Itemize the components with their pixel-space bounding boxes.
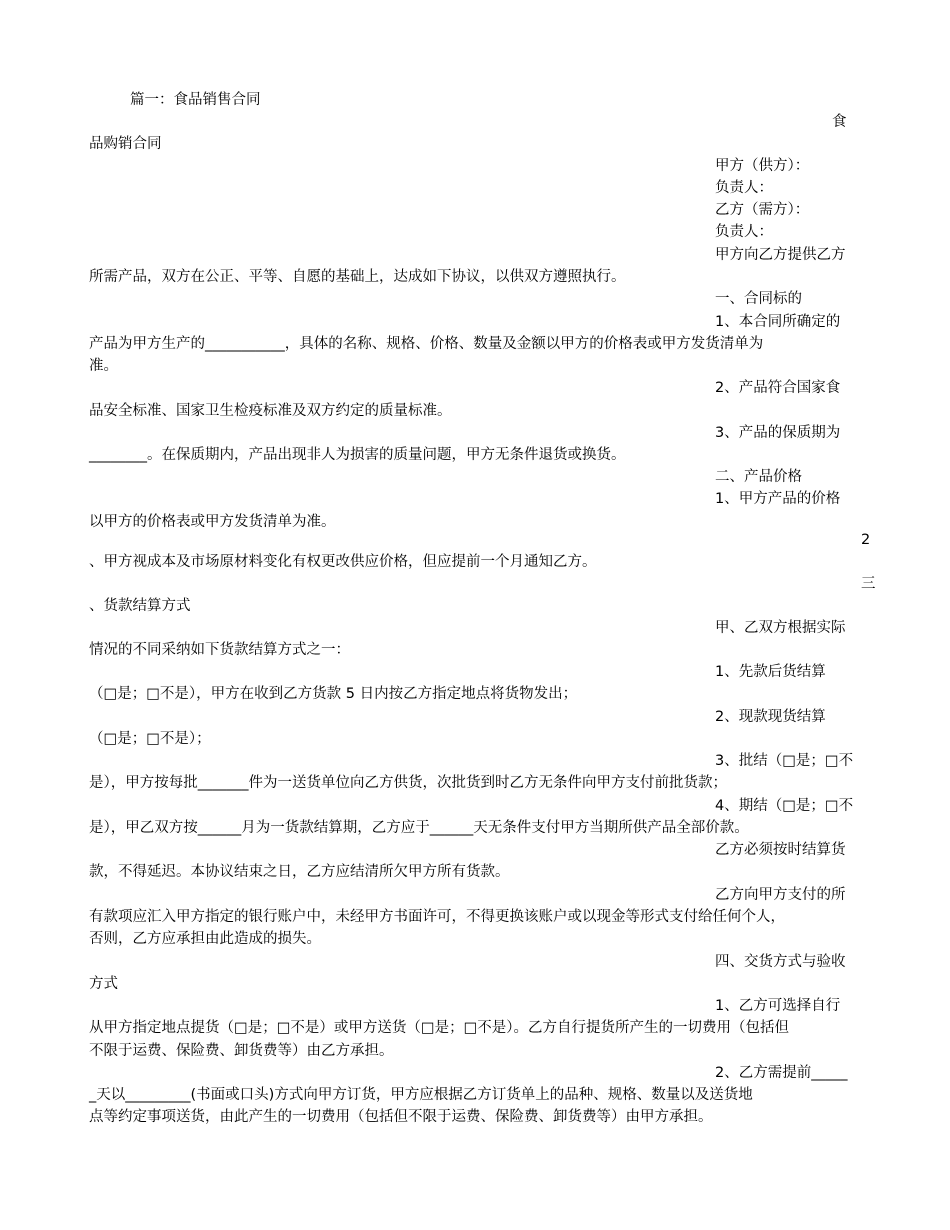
contract-title: 品购销合同 xyxy=(89,136,162,152)
paragraph-line: ________。在保质期内，产品出现非人为损害的质量问题，甲方无条件退货或换货。 xyxy=(89,447,626,463)
paragraph-line: （□是；□不是），甲方在收到乙方货款 5 日内按乙方指定地点将货物发出； xyxy=(89,686,578,702)
paragraph-line: 乙方必须按时结算货 xyxy=(715,842,846,858)
paragraph-line: 准。 xyxy=(89,358,118,374)
paragraph-line: 以甲方的价格表或甲方发货清单为准。 xyxy=(89,514,336,530)
page-heading: 篇一：食品销售合同 xyxy=(130,92,261,108)
section-title: 二、产品价格 xyxy=(715,469,802,485)
paragraph-line: 点等约定事项送货，由此产生的一切费用（包括但不限于运费、保险费、卸货费等）由甲方承担。 xyxy=(89,1109,713,1125)
paragraph-line: 3、批结（□是；□不 xyxy=(715,753,854,769)
paragraph-line: 、甲方视成本及市场原材料变化有权更改供应价格，但应提前一个月通知乙方。 xyxy=(89,554,597,570)
paragraph-line: _天以_________(书面或口头)方式向甲方订货，甲方应根据乙方订货单上的品种、规格、数量以及送货地 xyxy=(89,1087,753,1103)
paragraph-line: 是），甲乙双方按______月为一货款结算期，乙方应于______天无条件支付甲方当期所供产品全部价款。 xyxy=(89,820,749,836)
paragraph-line: 1、先款后货结算 xyxy=(715,664,826,680)
title-fragment: 食 xyxy=(832,114,847,130)
paragraph-line: 所需产品，双方在公正、平等、自愿的基础上，达成如下协议，以供双方遵照执行。 xyxy=(89,269,626,285)
paragraph-line: 是），甲方按每批_______件为一送货单位向乙方供货，次批货到时乙方无条件向甲方支付前批货款； xyxy=(89,775,727,791)
paragraph-line: 2、产品符合国家食 xyxy=(715,380,841,396)
paragraph-line: 品安全标准、国家卫生检疫标准及双方约定的质量标准。 xyxy=(89,403,452,419)
paragraph-line: 2、乙方需提前_____ xyxy=(715,1065,848,1081)
paragraph-line: 3、产品的保质期为 xyxy=(715,425,841,441)
margin-number: 2 xyxy=(861,532,871,548)
party-a-label: 甲方（供方）： xyxy=(715,158,810,174)
paragraph-line: 4、期结（□是；□不 xyxy=(715,798,854,814)
paragraph-line: 1、乙方可选择自行 xyxy=(715,998,841,1014)
section-title-continued: 方式 xyxy=(89,976,118,992)
paragraph-line: 否则，乙方应承担由此造成的损失。 xyxy=(89,931,321,947)
paragraph-line: （□是；□不是）； xyxy=(89,731,211,747)
paragraph-line: 乙方向甲方支付的所 xyxy=(715,887,846,903)
paragraph-line: 从甲方指定地点提货（□是；□不是）或甲方送货（□是；□不是）。乙方自行提货所产生的一切费用（包括但 xyxy=(89,1020,790,1036)
paragraph-line: 产品为甲方生产的___________，具体的名称、规格、价格、数量及金额以甲方的价格表或甲方发货清单为 xyxy=(89,336,764,352)
paragraph-line: 情况的不同采纳如下货款结算方式之一： xyxy=(89,642,350,658)
section-title: 、货款结算方式 xyxy=(89,598,191,614)
paragraph-line: 1、本合同所确定的 xyxy=(715,314,841,330)
party-b-rep-label: 负责人： xyxy=(715,224,773,240)
paragraph-line: 2、现款现货结算 xyxy=(715,709,826,725)
party-a-rep-label: 负责人： xyxy=(715,180,773,196)
section-title: 一、合同标的 xyxy=(715,291,802,307)
section-title: 四、交货方式与验收 xyxy=(715,954,846,970)
paragraph-line: 甲方向乙方提供乙方 xyxy=(715,247,846,263)
paragraph-line: 不限于运费、保险费、卸货费等）由乙方承担。 xyxy=(89,1043,394,1059)
margin-numeral: 三 xyxy=(861,576,876,592)
paragraph-line: 甲、乙双方根据实际 xyxy=(715,620,846,636)
paragraph-line: 有款项应汇入甲方指定的银行账户中，未经甲方书面许可，不得更换该账户或以现金等形式支付给任何个人， xyxy=(89,909,785,925)
party-b-label: 乙方（需方）： xyxy=(715,202,810,218)
paragraph-line: 1、甲方产品的价格 xyxy=(715,491,841,507)
paragraph-line: 款，不得延迟。本协议结束之日，乙方应结清所欠甲方所有货款。 xyxy=(89,864,510,880)
